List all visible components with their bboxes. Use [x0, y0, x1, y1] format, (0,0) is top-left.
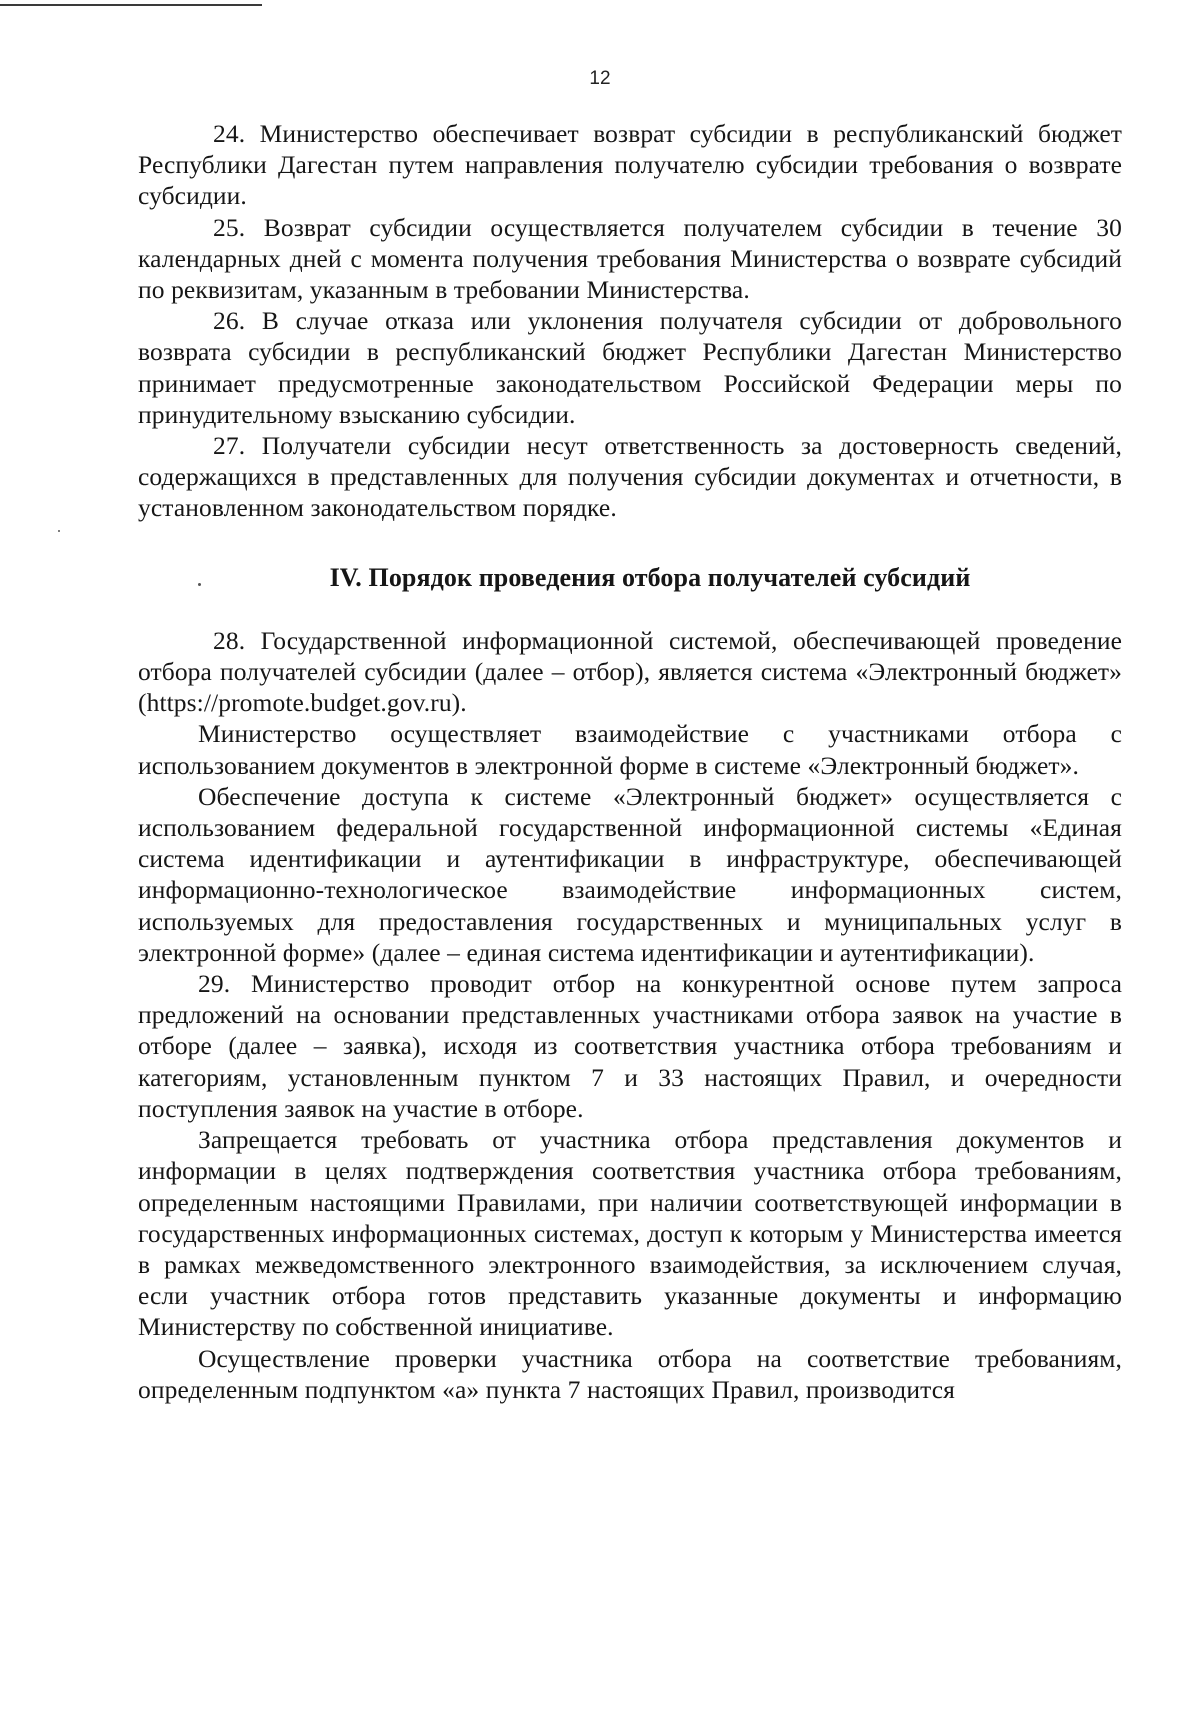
paragraph-26: 26. В случае отказа или уклонения получателя субсидии от добровольного возврата субсидии в республиканский бюджет Республики Дагестан Министерство принимает предусмотренные законодательством Российской Федерации меры по принудительному взысканию субсидии. — [138, 306, 1122, 429]
paragraph-28-interaction: Министерство осуществляет взаимодействие с участниками отбора с использованием документов в электронной форме в системе «Электронный бюджет». — [138, 719, 1122, 780]
paragraph-27: 27. Получатели субсидии несут ответственность за достоверность сведений, содержащихся в представленных для получения субсидии документах и отчетности, в установленном законодательством порядке. — [138, 431, 1122, 523]
paragraph-28: 28. Государственной информационной системой, обеспечивающей проведение отбора получателей субсидии (далее – отбор), является система «Электронный бюджет» (https://promote.budget.gov.ru). — [138, 625, 1122, 718]
scan-artifact-dot — [58, 530, 60, 532]
paragraph-24: 24. Министерство обеспечивает возврат субсидии в республиканский бюджет Республики Дагестан путем направления получателю субсидии требования о возврате субсидии. — [138, 119, 1122, 211]
paragraph-29: 29. Министерство проводит отбор на конкурентной основе путем запроса предложений на основании представленных участниками отбора заявок на участие в отборе (далее – заявка), исходя из соответствия участника отбора требованиям и категориям, установленным пунктом 7 и 33 настоящих Правил, и очередности поступления заявок на участие в отборе. — [138, 969, 1122, 1123]
section-heading: IV. Порядок проведения отбора получателей субсидий — [329, 562, 971, 592]
paragraph-25: 25. Возврат субсидии осуществляется получателем субсидии в течение 30 календарных дней с момента получения требования Министерства о возврате субсидий по реквизитам, указанным в требовании Министерства. — [138, 212, 1122, 305]
paragraph-28-access: Обеспечение доступа к системе «Электронный бюджет» осуществляется с использованием федеральной государственной информационной системы «Единая система идентификации и аутентификации в инфраструктуре, обеспечивающей информационно-технологическое взаимодействие информационных систем, используемых для предоставления государственных и муниципальных услуг в электронной форме» (далее – единая система идентификации и аутентификации). — [138, 781, 1122, 967]
document-body — [138, 118, 1122, 1405]
paragraph-29-prohibition: Запрещается требовать от участника отбора представления документов и информации в целях подтверждения соответствия участника отбора требованиям, определенным настоящими Правилами, при наличии соответствующей информации в государственных информационных системах, доступ к которым у Министерства имеется в рамках межведомственного электронного взаимодействия, за исключением случая, если участник отбора готов представить указанные документы и информацию Министерству по собственной инициативе. — [138, 1125, 1122, 1342]
scan-artifact-line — [0, 4, 262, 6]
page-number: 12 — [589, 68, 611, 89]
paragraph-29-verification: Осуществление проверки участника отбора на соответствие требованиям, определенным подпунктом «а» пункта 7 настоящих Правил, производится — [138, 1343, 1122, 1404]
